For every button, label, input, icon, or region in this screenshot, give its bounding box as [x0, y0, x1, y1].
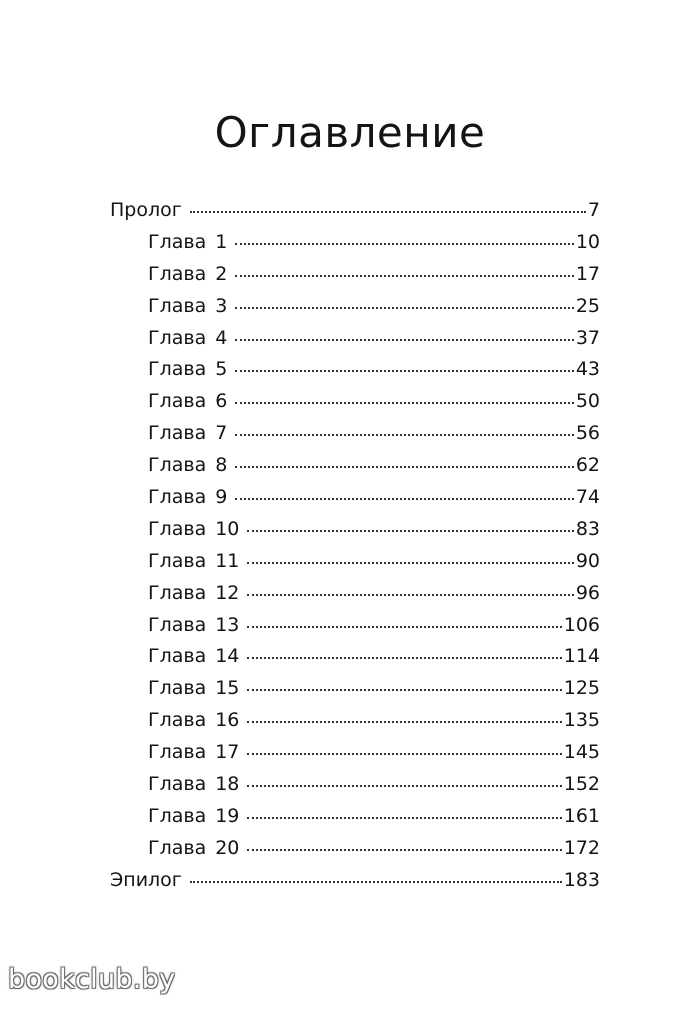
toc-entry-page-number: 145	[563, 741, 600, 764]
dot-leader	[235, 433, 574, 436]
toc-entry-number: 18	[215, 773, 240, 796]
toc-entry-label	[110, 833, 245, 865]
toc-entry-title: Глава	[148, 486, 207, 509]
dot-leader	[247, 561, 573, 564]
toc-entry-number: 12	[215, 581, 240, 604]
toc-entry-title: Глава	[148, 262, 207, 285]
toc-entry-page-number: 161	[563, 804, 600, 827]
toc-entry	[110, 578, 600, 610]
toc-entry-page-number: 37	[575, 326, 600, 349]
watermark: bookclub.by	[8, 964, 176, 995]
toc-entry-page-number: 152	[563, 773, 600, 796]
toc-entry-title: Глава	[148, 358, 207, 381]
toc-entry-label	[110, 386, 233, 418]
toc-entry-label	[110, 514, 245, 546]
toc-entry-title: Глава	[148, 677, 207, 700]
toc-entry	[110, 227, 600, 259]
toc-entry-page-number: 135	[563, 709, 600, 732]
toc-entry	[110, 291, 600, 323]
toc-entry	[110, 386, 600, 418]
toc-entry-title: Пролог	[110, 199, 182, 221]
toc-entry-label	[110, 482, 233, 514]
toc-entry-number: 8	[215, 454, 228, 477]
dot-leader	[235, 338, 574, 341]
toc-entry-label	[110, 705, 245, 737]
toc-entry-page-number: 62	[575, 454, 600, 477]
toc-entry-label	[110, 865, 188, 897]
dot-leader	[247, 816, 561, 819]
toc-entry	[110, 673, 600, 705]
table-of-contents	[110, 195, 600, 897]
toc-entry	[110, 418, 600, 450]
toc-entry-title: Глава	[148, 422, 207, 445]
dot-leader	[247, 784, 561, 787]
toc-entry-number: 7	[215, 422, 228, 445]
toc-entry	[110, 482, 600, 514]
toc-entry-title: Глава	[148, 741, 207, 764]
dot-leader	[247, 752, 561, 755]
toc-entry-number: 20	[215, 836, 240, 859]
toc-entry-page-number: 106	[563, 613, 600, 636]
toc-entry-page-number: 74	[575, 486, 600, 509]
toc-entry-label	[110, 227, 233, 259]
dot-leader	[247, 593, 573, 596]
toc-entry	[110, 641, 600, 673]
page-title: Оглавление	[214, 108, 486, 157]
toc-entry-number: 17	[215, 741, 240, 764]
toc-entry	[110, 195, 600, 227]
toc-entry-number: 2	[215, 262, 228, 285]
toc-entry-number: 15	[215, 677, 240, 700]
toc-entry	[110, 769, 600, 801]
toc-entry	[110, 801, 600, 833]
toc-entry	[110, 610, 600, 642]
dot-leader	[235, 369, 574, 372]
toc-entry-page-number: 83	[575, 517, 600, 540]
toc-entry-page-number: 10	[575, 230, 600, 253]
toc-entry-number: 5	[215, 358, 228, 381]
toc-entry-label	[110, 259, 233, 291]
toc-entry-title: Глава	[148, 804, 207, 827]
toc-entry-page-number: 17	[575, 262, 600, 285]
toc-entry	[110, 354, 600, 386]
toc-entry-label	[110, 673, 245, 705]
toc-entry-page-number: 96	[575, 581, 600, 604]
dot-leader	[235, 242, 574, 245]
toc-entry	[110, 865, 600, 897]
toc-entry-title: Глава	[148, 326, 207, 349]
toc-entry-number: 1	[215, 230, 228, 253]
toc-entry-label	[110, 195, 188, 227]
toc-entry-label	[110, 546, 245, 578]
dot-leader	[235, 465, 574, 468]
toc-entry-page-number: 114	[563, 645, 600, 668]
toc-entry-title: Глава	[148, 230, 207, 253]
dot-leader	[235, 497, 574, 500]
dot-leader	[247, 625, 561, 628]
toc-entry-label	[110, 450, 233, 482]
dot-leader	[190, 210, 586, 213]
toc-entry-title: Глава	[148, 454, 207, 477]
dot-leader	[235, 274, 574, 277]
toc-entry-label	[110, 769, 245, 801]
dot-leader	[247, 656, 561, 659]
toc-entry	[110, 833, 600, 865]
toc-entry-label	[110, 418, 233, 450]
toc-entry-title: Глава	[148, 517, 207, 540]
toc-entry-page-number: 25	[575, 294, 600, 317]
toc-entry-label	[110, 578, 245, 610]
toc-entry-page-number: 90	[575, 549, 600, 572]
toc-entry	[110, 259, 600, 291]
toc-entry-label	[110, 610, 245, 642]
toc-entry-page-number: 183	[563, 868, 600, 891]
toc-entry-label	[110, 291, 233, 323]
toc-entry-title: Эпилог	[110, 868, 182, 891]
toc-entry-title: Глава	[148, 390, 207, 413]
toc-entry-title: Глава	[148, 773, 207, 796]
toc-entry-title: Глава	[148, 836, 207, 859]
toc-entry-number: 10	[215, 517, 240, 540]
toc-entry-title: Глава	[148, 645, 207, 668]
dot-leader	[247, 848, 561, 851]
toc-entry-label	[110, 323, 233, 355]
toc-entry-number: 3	[215, 294, 228, 317]
dot-leader	[247, 688, 561, 691]
toc-entry-number: 16	[215, 709, 240, 732]
toc-entry-number: 4	[215, 326, 228, 349]
dot-leader	[190, 880, 562, 883]
toc-entry	[110, 737, 600, 769]
toc-entry-label	[110, 801, 245, 833]
toc-entry-page-number: 50	[575, 390, 600, 413]
toc-entry	[110, 705, 600, 737]
dot-leader	[247, 720, 561, 723]
toc-entry-title: Глава	[148, 709, 207, 732]
toc-entry	[110, 514, 600, 546]
toc-entry	[110, 546, 600, 578]
toc-entry-title: Глава	[148, 613, 207, 636]
toc-entry-label	[110, 737, 245, 769]
toc-entry-number: 9	[215, 486, 228, 509]
toc-entry-title: Глава	[148, 549, 207, 572]
dot-leader	[247, 529, 573, 532]
toc-entry-page-number: 43	[575, 358, 600, 381]
toc-entry-title: Глава	[148, 294, 207, 317]
toc-entry-page-number: 7	[587, 199, 600, 221]
toc-entry-title: Глава	[148, 581, 207, 604]
toc-entry-label	[110, 641, 245, 673]
toc-entry-number: 6	[215, 390, 228, 413]
toc-entry-page-number: 56	[575, 422, 600, 445]
toc-entry-number: 14	[215, 645, 240, 668]
toc-entry-number: 19	[215, 804, 240, 827]
dot-leader	[235, 401, 574, 404]
toc-entry	[110, 323, 600, 355]
toc-entry	[110, 450, 600, 482]
toc-entry-label	[110, 354, 233, 386]
toc-entry-page-number: 125	[563, 677, 600, 700]
toc-entry-number: 11	[215, 549, 240, 572]
toc-entry-page-number: 172	[563, 836, 600, 859]
toc-entry-number: 13	[215, 613, 240, 636]
dot-leader	[235, 306, 574, 309]
